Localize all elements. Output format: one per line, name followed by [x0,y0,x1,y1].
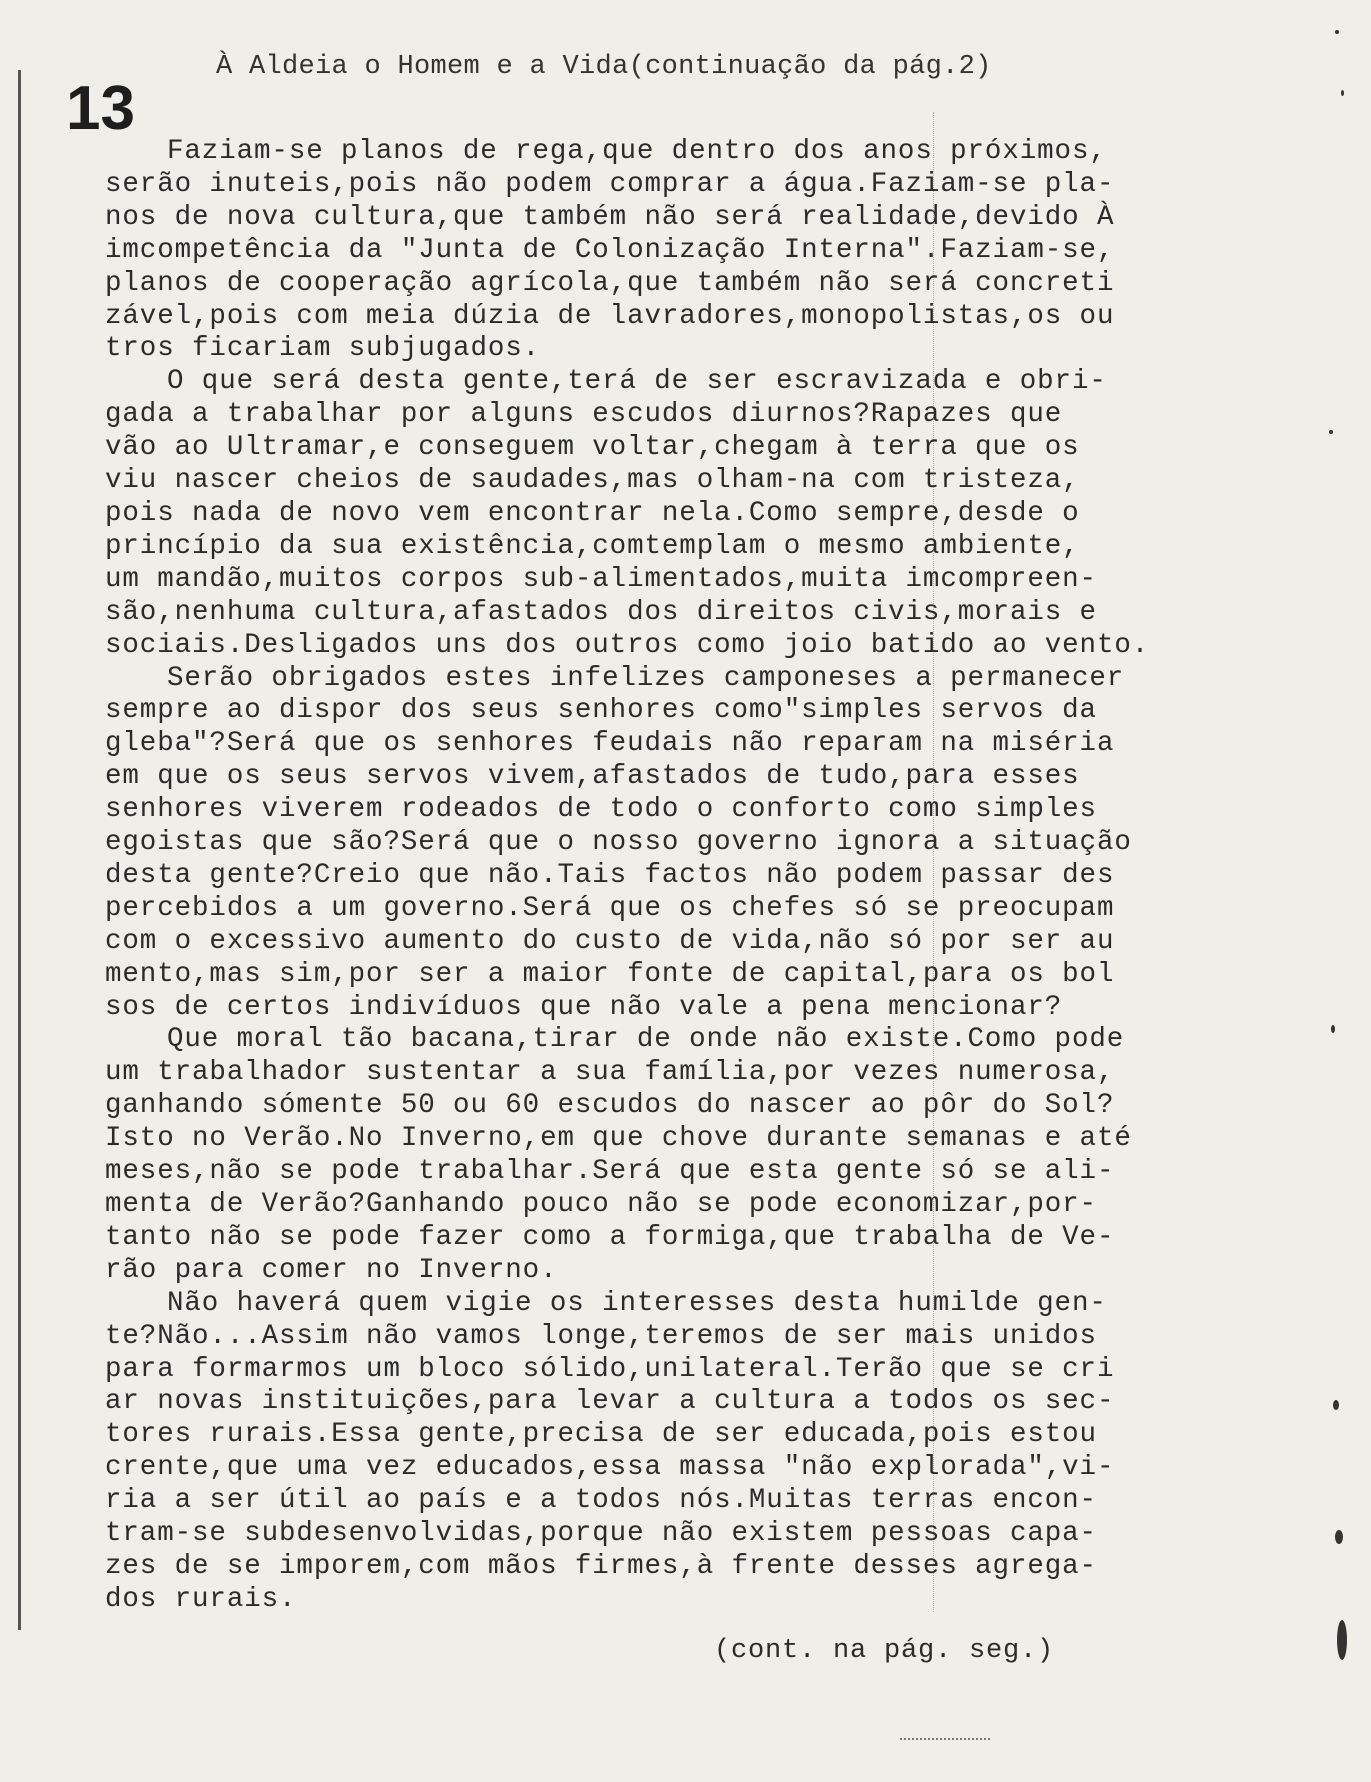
continuation-note: (cont. na pág. seg.) [714,1636,1055,1666]
text-line: nos de nova cultura,que também não será realidade,devido À [105,201,1115,233]
text-line: desta gente?Creio que não.Tais factos não podem passar des [105,859,1115,891]
text-line: Faziam-se planos de rega,que dentro dos anos próximos, [167,136,1107,167]
text-line: para formarmos um bloco sólido,unilateral.Terão que se cri [105,1353,1115,1385]
text-line: com o excessivo aumento do custo de vida,não só por ser au [105,925,1115,957]
text-line: vão ao Ultramar,e conseguem voltar,chegam à terra que os [105,432,1080,464]
text-line: imcompetência da "Junta de Colonização Interna".Faziam-se, [105,234,1115,266]
page-number: 13 [66,74,135,143]
text-line: um trabalhador sustentar a sua família,por vezes numerosa, [105,1057,1115,1089]
text-line: serão inuteis,pois não podem comprar a água.Faziam-se pla- [105,168,1115,200]
text-line: são,nenhuma cultura,afastados dos direitos civis,morais e [105,596,1097,628]
text-line: crente,que uma vez educados,essa massa "não explorada",vi- [105,1452,1115,1484]
text-line: egoistas que são?Será que o nosso governo ignora a situação [105,827,1132,859]
text-line: meses,não se pode trabalhar.Será que esta gente só se ali- [105,1156,1115,1188]
text-line: tores rurais.Essa gente,precisa de ser educada,pois estou [105,1419,1097,1451]
text-line: menta de Verão?Ganhando pouco não se pode economizar,por- [105,1189,1097,1220]
article-title: À Aldeia o Homem e a Vida(continuação da pág.2) [216,52,992,82]
text-line: sos de certos indivíduos que não vale a pena mencionar? [105,991,1063,1023]
text-line: Serão obrigados estes infelizes camponeses a permanecer [167,662,1125,694]
text-line: ar novas instituições,para levar a cultura a todos os sec- [105,1386,1115,1418]
left-margin-line [18,70,21,1630]
text-line: Não haverá quem vigie os interesses desta humilde gen- [167,1287,1107,1319]
text-line: viu nascer cheios de saudades,mas olham-na com tristeza, [105,465,1080,497]
text-line: zes de se imporem,com mãos firmes,à frente desses agrega- [105,1550,1097,1582]
text-line: em que os seus servos vivem,afastados de tudo,para esses [105,761,1080,793]
text-line: sempre ao dispor dos seus senhores como"simples servos da [105,695,1097,727]
text-line: sociais.Desligados uns dos outros como joio batido ao vento. [105,629,1150,661]
text-line: tros ficariam subjugados. [105,333,541,365]
text-line: senhores viverem rodeados de todo o conforto como simples [105,794,1097,826]
text-line: tram-se subdesenvolvidas,porque não existem pessoas capa- [105,1518,1097,1550]
text-line: Isto no Verão.No Inverno,em que chove durante semanas e até [105,1123,1132,1155]
text-line: gada a trabalhar por alguns escudos diurnos?Rapazes que [105,399,1063,431]
text-line: ganhando sómente 50 ou 60 escudos do nascer ao pôr do Sol? [105,1090,1115,1122]
text-line: tanto não se pode fazer como a formiga,que trabalha de Ve- [105,1221,1115,1253]
text-line: ria a ser útil ao país e a todos nós.Muitas terras encon- [105,1485,1097,1517]
text-line: planos de cooperação agrícola,que também não será concreti [105,267,1115,299]
paper-specks [1321,10,1361,1770]
article-body [105,136,1335,1617]
text-line: percebidos a um governo.Será que os chefes só se preocupam [105,892,1115,924]
text-line: um mandão,muitos corpos sub-alimentados,muita imcompreen- [105,563,1097,595]
text-line: gleba"?Será que os senhores feudais não reparam na miséria [105,728,1115,760]
text-line: dos rurais. [105,1583,297,1615]
text-line: zável,pois com meia dúzia de lavradores,monopolistas,os ou [105,300,1115,332]
text-line: mento,mas sim,por ser a maior fonte de capital,para os bol [105,958,1115,990]
text-line: te?Não...Assim não vamos longe,teremos de ser mais unidos [105,1320,1097,1352]
text-line: pois nada de novo vem encontrar nela.Como sempre,desde o [105,497,1080,529]
footer-mark [900,1738,990,1743]
text-line: princípio da sua existência,comtemplam o mesmo ambiente, [105,530,1080,562]
text-line: rão para comer no Inverno. [105,1254,558,1286]
text-line: O que será desta gente,terá de ser escravizada e obri- [167,366,1107,398]
text-line: Que moral tão bacana,tirar de onde não existe.Como pode [167,1024,1125,1056]
